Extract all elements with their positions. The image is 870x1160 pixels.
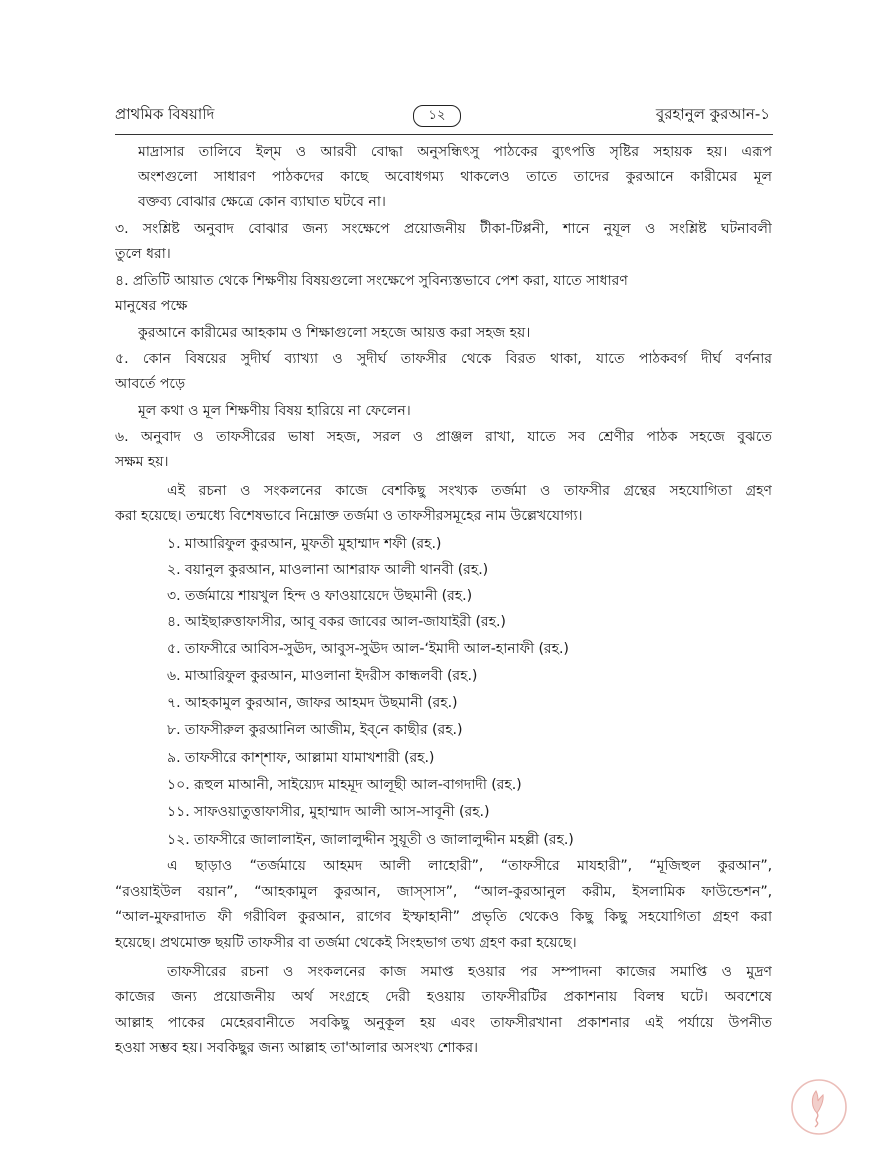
running-header-right: বুরহানুল কুরআন-১ bbox=[655, 105, 770, 123]
paragraph-line: করা হয়েছে। তন্মধ্যে বিশেষভাবে নিম্নোক্ত তর্জমা ও তাফসীরসমূহের নাম উল্লেখযোগ্য। bbox=[115, 508, 583, 524]
source-item: ৮. তাফসীরুল কুরআনিল আজীম, ইব্‌নে কাছীর (রহ.) bbox=[167, 722, 463, 738]
quill-seal-icon bbox=[789, 1077, 849, 1137]
paragraph-line: এ ছাড়াও “তর্জমায়ে আহমদ আলী লাহোরী”, “তাফসীরে মাযহারী”, “মূজিহুল কুরআন”, bbox=[167, 858, 772, 874]
running-header-left: প্রাথমিক বিষয়াদি bbox=[115, 105, 215, 123]
point-line: কুরআনে কারীমের আহকাম ও শিক্ষাগুলো সহজে আয়ত্ত করা সহজ হয়। bbox=[138, 325, 531, 341]
source-item: ২. বয়ানুল কুরআন, মাওলানা আশরাফ আলী থানবী (রহ.) bbox=[167, 562, 489, 578]
point-line: ৬. অনুবাদ ও তাফসীরের ভাষা সহজ, সরল ও প্রাঞ্জল রাখা, যাতে সব শ্রেণীর পাঠক সহজে বুঝতে bbox=[115, 429, 772, 445]
paragraph-line: আল্লাহ পাকের মেহেরবানীতে সবকিছু অনুকূল হয় এবং তাফসীরখানা প্রকাশনার এই পর্যায়ে উপনীত bbox=[115, 1015, 772, 1031]
header-rule bbox=[115, 134, 773, 135]
source-item: ১. মাআরিফুল কুরআন, মুফতী মুহাম্মাদ শফী (রহ.) bbox=[167, 536, 442, 552]
point-line: তুলে ধরা। bbox=[115, 246, 171, 262]
paragraph-line: তাফসীরের রচনা ও সংকলনের কাজ সমাপ্ত হওয়ার পর সম্পাদনা কাজের সমাপ্তি ও মুদ্রণ bbox=[167, 964, 772, 980]
point-line: ৪. প্রতিটি আয়াত থেকে শিক্ষণীয় বিষয়গুলো সংক্ষেপে সুবিন্যস্তভাবে পেশ করা, যাতে সাধারণ bbox=[115, 273, 628, 289]
paragraph-line: হয়েছে। প্রথমোক্ত ছয়টি তাফসীর বা তর্জমা থেকেই সিংহভাগ তথ্য গ্রহণ করা হয়েছে। bbox=[115, 935, 577, 951]
paragraph-line: এই রচনা ও সংকলনের কাজে বেশকিছু সংখ্যক তর্জমা ও তাফসীর গ্রন্থের সহযোগিতা গ্রহণ bbox=[167, 483, 772, 499]
paragraph-line: কাজের জন্য প্রয়োজনীয় অর্থ সংগ্রহে দেরী হওয়ায় তাফসীরটির প্রকাশনায় বিলম্ব ঘটে। অবশেষে bbox=[115, 989, 772, 1005]
point-line: মূল কথা ও মূল শিক্ষণীয় বিষয় হারিয়ে না ফেলেন। bbox=[138, 403, 411, 419]
paragraph-line: “আল-মুফরাদাত ফী গরীবিল কুরআন, রাগেব ইস্ফাহানী” প্রভৃতি থেকেও কিছু কিছু সহযোগিতা গ্রহণ করা bbox=[115, 909, 772, 925]
point-line: ৫. কোন বিষয়ের সুদীর্ঘ ব্যাখ্যা ও সুদীর্ঘ তাফসীর থেকে বিরত থাকা, যাতে পাঠকবর্গ দীর্ঘ বর্ণনার bbox=[115, 351, 772, 367]
source-item: ১১. সাফওয়াতুত্তাফাসীর, মুহাম্মাদ আলী আস-সাবূনী (রহ.) bbox=[167, 804, 490, 820]
source-item: ৪. আইছারুত্তাফাসীর, আবূ বকর জাবের আল-জাযাইরী (রহ.) bbox=[167, 614, 506, 630]
paragraph-line: “রওয়াইউল বয়ান”, “আহকামুল কুরআন, জাস্‌সাস”, “আল-কুরআনুল করীম, ইসলামিক ফাউন্ডেশন”, bbox=[115, 884, 772, 900]
source-item: ১০. রূহুল মাআনী, সাইয়্যেদ মাহমূদ আলূছী আল-বাগদাদী (রহ.) bbox=[167, 777, 522, 793]
source-item: ৩. তর্জমায়ে শায়খুল হিন্দ ও ফাওয়ায়েদে উছমানী (রহ.) bbox=[167, 588, 472, 604]
intro-line: মাদ্রাসার তালিবে ইল্‌ম ও আরবী বোদ্ধা অনুসন্ধিৎসু পাঠকের ব্যুৎপত্তি সৃষ্টির সহায়ক হয়। এরূপ bbox=[138, 144, 772, 160]
intro-line: অংশগুলো সাধারণ পাঠকদের কাছে অবোধগম্য থাকলেও তাতে তাদের কুরআনে কারীমের মূল bbox=[138, 169, 772, 185]
source-item: ৬. মাআরিফুল কুরআন, মাওলানা ইদরীস কান্ধলবী (রহ.) bbox=[167, 668, 478, 684]
point-line: সক্ষম হয়। bbox=[115, 454, 169, 470]
paragraph-line: হওয়া সম্ভব হয়। সবকিছুর জন্য আল্লাহ তা'আলার অসংখ্য শোকর। bbox=[115, 1040, 479, 1056]
source-item: ৭. আহকামুল কুরআন, জাফর আহমদ উছমানী (রহ.) bbox=[167, 695, 458, 711]
source-item: ৯. তাফসীরে কাশ্‌শাফ, আল্লামা যামাখশারী (রহ.) bbox=[167, 750, 435, 766]
point-line: মানুষের পক্ষে bbox=[115, 298, 188, 314]
source-item: ১২. তাফসীরে জালালাইন, জালালুদ্দীন সুয়ূতী ও জালালুদ্দীন মহল্লী (রহ.) bbox=[167, 832, 574, 848]
point-line: ৩. সংশ্লিষ্ট অনুবাদ বোঝার জন্য সংক্ষেপে প্রয়োজনীয় টীকা-টিপ্পনী, শানে নুযূল ও সংশ্লিষ্ট ঘটনাবলী bbox=[115, 221, 772, 237]
point-line: আবর্তে পড়ে bbox=[115, 376, 186, 392]
source-item: ৫. তাফসীরে আবিস-সুঊদ, আবুস-সুঊদ আল-‘ইমাদী আল-হানাফী (রহ.) bbox=[167, 641, 569, 657]
page-number: ১২ bbox=[413, 105, 461, 127]
intro-line: বক্তব্য বোঝার ক্ষেত্রে কোন ব্যাঘাত ঘটবে না। bbox=[138, 194, 386, 210]
